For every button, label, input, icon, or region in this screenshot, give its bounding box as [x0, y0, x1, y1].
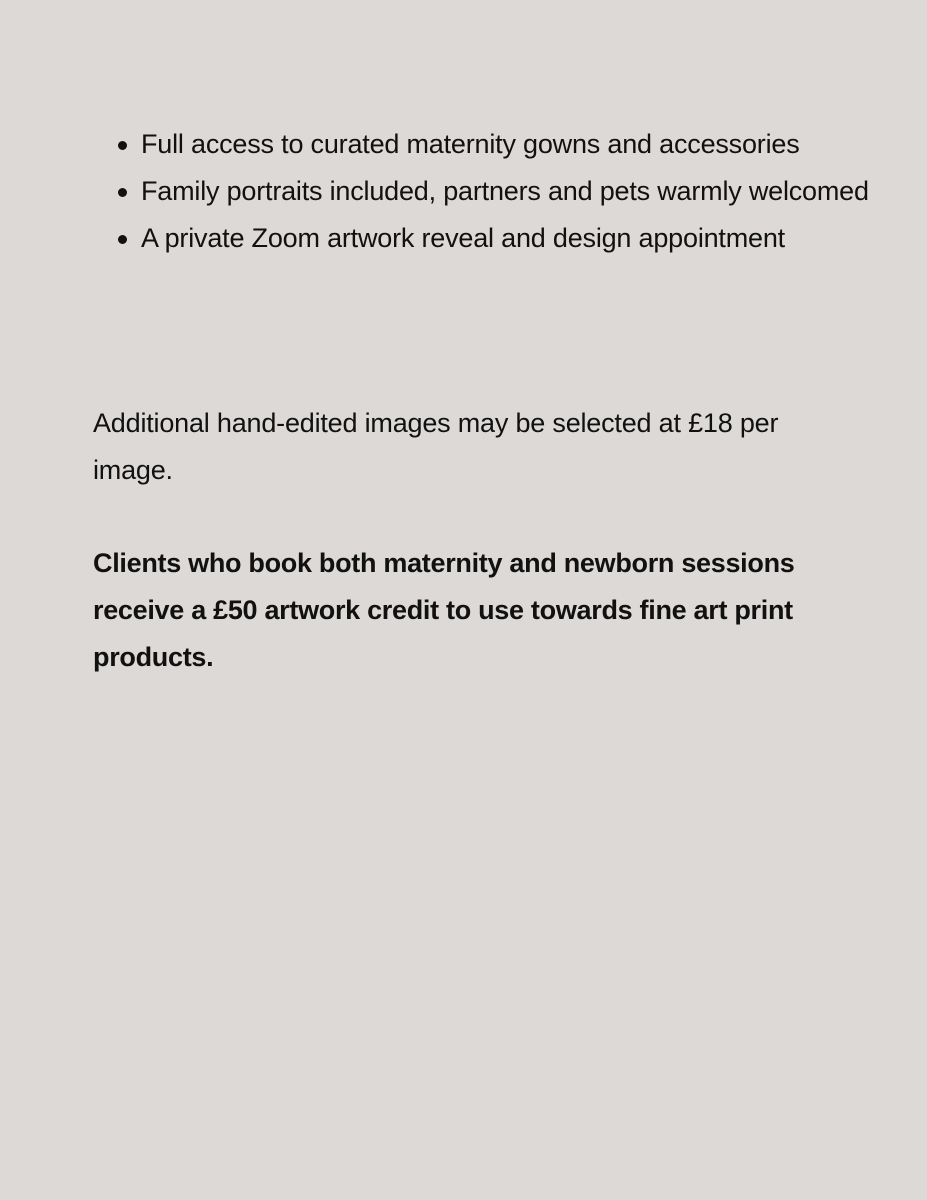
feature-item-gowns: Full access to curated maternity gowns and accessories — [141, 121, 901, 168]
feature-item-zoom-reveal: A private Zoom artwork reveal and design appointment — [141, 215, 901, 262]
additional-images-note: Additional hand-edited images may be selected at £18 per image. — [93, 408, 779, 485]
artwork-credit-offer: Clients who book both maternity and newborn sessions receive a £50 artwork credit to use towards fine art print products. — [93, 548, 795, 672]
feature-item-family-portraits: Family portraits included, partners and pets warmly welcomed — [141, 168, 901, 215]
features-list — [93, 121, 901, 262]
